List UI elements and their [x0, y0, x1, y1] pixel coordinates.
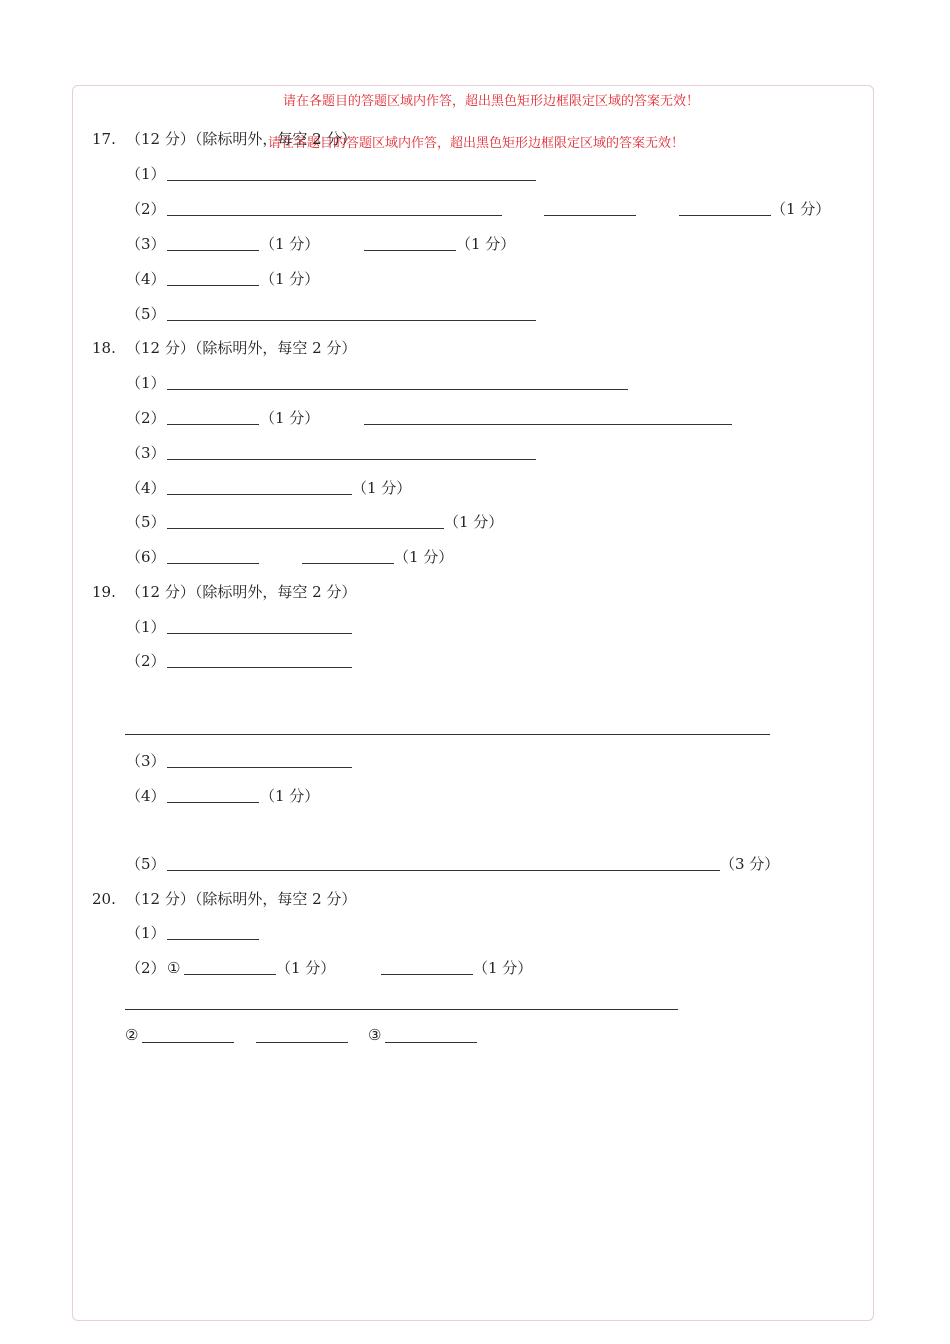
- q20-p2-score-b: （1 分）: [473, 959, 533, 977]
- q18-p2-label: （2）: [126, 409, 166, 427]
- q18-p2-score: （1 分）: [260, 409, 320, 427]
- q19-p4-blank[interactable]: [167, 802, 259, 803]
- q18-p1-label: （1）: [126, 374, 166, 392]
- q19-p3-blank[interactable]: [167, 767, 352, 768]
- q17-p1-label: （1）: [126, 165, 166, 183]
- q17-p3-blank-b[interactable]: [364, 250, 456, 251]
- q17-p3-score-b: （1 分）: [456, 235, 516, 253]
- q18-p4-blank[interactable]: [167, 494, 352, 495]
- q19-p2-blank[interactable]: [167, 667, 352, 668]
- q19-p5-label: （5）: [126, 855, 166, 873]
- q19-header: （12 分）（除标明外，每空 2 分）: [126, 583, 357, 601]
- q17-p1-blank[interactable]: [167, 180, 536, 181]
- q20-p2-blank-a[interactable]: [184, 974, 276, 975]
- q17-p2-label: （2）: [126, 200, 166, 218]
- q18-number: 18.: [92, 339, 116, 357]
- q17-p2-score: （1 分）: [771, 200, 831, 218]
- q17-p5-blank[interactable]: [167, 320, 536, 321]
- q17-p2-blank-a[interactable]: [167, 215, 502, 216]
- q20-circle-2: ②: [125, 1026, 139, 1044]
- q17-p2-blank-c[interactable]: [679, 215, 771, 216]
- q20-p1-label: （1）: [126, 924, 166, 942]
- q18-p2-blank-b[interactable]: [364, 424, 732, 425]
- q18-p6-blank-a[interactable]: [167, 563, 259, 564]
- q17-p3-label: （3）: [126, 235, 166, 253]
- q20-p2-score-a: （1 分）: [276, 959, 336, 977]
- q18-p5-score: （1 分）: [444, 513, 504, 531]
- q17-number: 17.: [92, 130, 116, 148]
- q17-p3-blank-a[interactable]: [167, 250, 259, 251]
- q18-p5-blank[interactable]: [167, 528, 444, 529]
- q19-p2-label: （2）: [126, 652, 166, 670]
- q17-p4-score: （1 分）: [260, 270, 320, 288]
- q20-c3-blank[interactable]: [385, 1042, 477, 1043]
- q19-p5-score: （3 分）: [720, 855, 780, 873]
- q18-p4-label: （4）: [126, 479, 166, 497]
- answer-frame: [72, 85, 874, 1321]
- q18-p1-blank[interactable]: [167, 389, 628, 390]
- q20-circle-3: ③: [368, 1026, 382, 1044]
- q18-p6-score: （1 分）: [394, 548, 454, 566]
- q18-p2-blank-a[interactable]: [167, 424, 259, 425]
- q19-number: 19.: [92, 583, 116, 601]
- q19-p5-blank[interactable]: [167, 870, 720, 871]
- q18-p3-blank[interactable]: [167, 459, 536, 460]
- notice-overlap: 请在各题目的答题区域内作答，超出黑色矩形边框限定区域的答案无效！: [268, 136, 685, 151]
- q17-p4-blank[interactable]: [167, 285, 259, 286]
- q20-p2-blank-b[interactable]: [381, 974, 473, 975]
- q19-p1-blank[interactable]: [167, 633, 352, 634]
- q18-p6-blank-b[interactable]: [302, 563, 394, 564]
- q18-p4-score: （1 分）: [352, 479, 412, 497]
- notice-top: 请在各题目的答题区域内作答，超出黑色矩形边框限定区域的答案无效！: [283, 94, 700, 109]
- q20-c2-blank-b[interactable]: [256, 1042, 348, 1043]
- q19-p4-score: （1 分）: [260, 787, 320, 805]
- q20-circle-1: ①: [167, 959, 181, 977]
- q19-p3-label: （3）: [126, 752, 166, 770]
- q19-p1-label: （1）: [126, 618, 166, 636]
- q20-p2-long-blank[interactable]: [125, 1009, 678, 1010]
- q20-header: （12 分）（除标明外，每空 2 分）: [126, 890, 357, 908]
- q18-header: （12 分）（除标明外，每空 2 分）: [126, 339, 357, 357]
- q19-p4-label: （4）: [126, 787, 166, 805]
- q18-p6-label: （6）: [126, 548, 166, 566]
- q17-header: （12 分）（除标明外，每空 2 分）: [126, 130, 357, 148]
- q17-p4-label: （4）: [126, 270, 166, 288]
- q18-p5-label: （5）: [126, 513, 166, 531]
- q20-number: 20.: [92, 890, 116, 908]
- q20-p1-blank[interactable]: [167, 939, 259, 940]
- q17-p3-score-a: （1 分）: [260, 235, 320, 253]
- q19-p2-long-blank[interactable]: [125, 734, 770, 735]
- q18-p3-label: （3）: [126, 444, 166, 462]
- q20-p2-label: （2）: [126, 959, 166, 977]
- q20-c2-blank-a[interactable]: [142, 1042, 234, 1043]
- q17-p5-label: （5）: [126, 305, 166, 323]
- q17-p2-blank-b[interactable]: [544, 215, 636, 216]
